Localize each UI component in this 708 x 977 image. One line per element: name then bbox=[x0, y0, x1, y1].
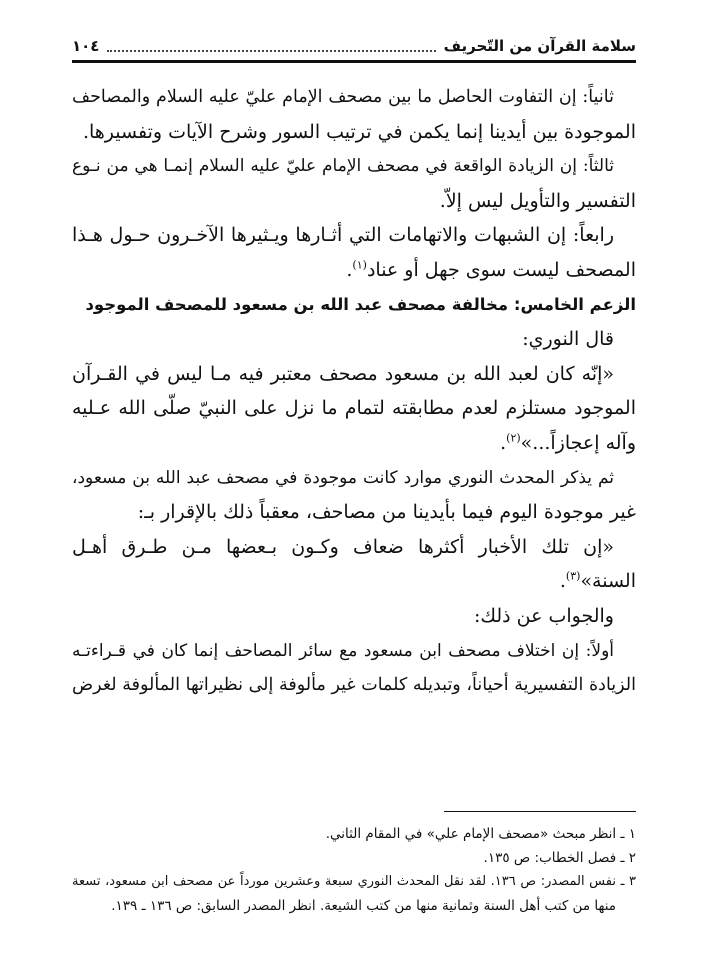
line-text: السنة» bbox=[580, 570, 636, 593]
header-leader-dots bbox=[107, 40, 435, 52]
text-line bbox=[72, 253, 636, 288]
line-text: المصحف ليست سوى جهل أو عناد bbox=[366, 258, 636, 281]
line-end-period: . bbox=[500, 431, 507, 454]
quote-line bbox=[72, 426, 636, 461]
footnote-ref: (٣) bbox=[565, 569, 581, 583]
header-rule bbox=[72, 60, 636, 63]
text-line: ثالثاً: إن الزيادة الواقعة في مصحف الإمام عليّ عليه السلام إنمـا هي من نـوع bbox=[72, 156, 614, 177]
footnote: ٢ ـ فصل الخطاب: ص ١٣٥. bbox=[483, 850, 636, 866]
text-line: ثانياً: إن التفاوت الحاصل ما بين مصحف الإمام عليّ عليه السلام والمصاحف bbox=[72, 87, 614, 107]
section-heading: الزعم الخامس: مخالفة مصحف عبد الله بن مسعود للمصحف الموجود bbox=[85, 294, 636, 314]
quote-line bbox=[72, 564, 636, 599]
line-end-period: . bbox=[559, 570, 566, 593]
footnote: ٣ ـ نفس المصدر: ص ١٣٦. لقد نقل المحدث النوري سبعة وعشرين مورداً عن مصحف ابن مسعود، تسعة bbox=[72, 874, 636, 889]
footnote-continuation: منها من كتب أهل السنة وثمانية منها من كتب الشيعة. انظر المصدر السابق: ص ١٣٦ ـ ١٣٩. bbox=[111, 898, 616, 914]
footnote: ١ ـ انظر مبحث «مصحف الإمام علي» في المقام الثاني. bbox=[325, 826, 636, 842]
text-line: رابعاً: إن الشبهات والاتهامات التي أثـارها ويـثيرها الآخـرون حـول هـذا bbox=[72, 224, 614, 247]
footnotes bbox=[72, 822, 636, 918]
footnote-ref: (١) bbox=[352, 258, 367, 272]
footnote-ref: (٢) bbox=[506, 431, 521, 445]
running-title: سلامة القرآن من التّحريف bbox=[443, 37, 636, 55]
text-line: والجواب عن ذلك: bbox=[473, 604, 614, 627]
text-line: أولاً: إن اختلاف مصحف ابن مسعود مع سائر المصاحف إنما كان في قـراءتـه bbox=[72, 640, 614, 661]
text-line: غير موجودة اليوم فيما بأيدينا من مصاحف، معقباً ذلك بالإقرار بـ: bbox=[137, 501, 636, 524]
line-text: وآله إعجازاً...» bbox=[520, 431, 636, 454]
main-text bbox=[72, 80, 636, 703]
quote-line: «إن تلك الأخبار أكثرها ضعاف وكـون بـعضها مـن طـرق أهـل bbox=[72, 535, 614, 558]
footnote-rule bbox=[444, 811, 636, 812]
text-line: قال النوري: bbox=[522, 328, 614, 351]
text-line: ثم يذكر المحدث النوري موارد كانت موجودة في مصحف عبد الله بن مسعود، bbox=[72, 467, 614, 488]
text-line: الموجودة بين أيدينا إنما يكمن في ترتيب السور وشرح الآيات وتفسيرها. bbox=[82, 120, 636, 143]
text-line: الزيادة التفسيرية أحياناً، وتبديله كلمات غير مألوفة إلى نظيراتها المألوفة لغرض bbox=[72, 675, 636, 696]
page-number: ١٠٤ bbox=[72, 37, 100, 55]
quote-line: «إنّه كان لعبد الله بن مسعود مصحف معتبر فيه مـا ليس في القـرآن bbox=[72, 362, 614, 385]
line-end-period: . bbox=[346, 258, 353, 281]
quote-line: الموجود مستلزم لعدم مطابقته لتمام ما نزل على النبيّ صلّى الله عـليه bbox=[72, 397, 636, 420]
text-line: التفسير والتأويل ليس إلاّ. bbox=[439, 189, 636, 212]
running-header bbox=[72, 34, 636, 58]
